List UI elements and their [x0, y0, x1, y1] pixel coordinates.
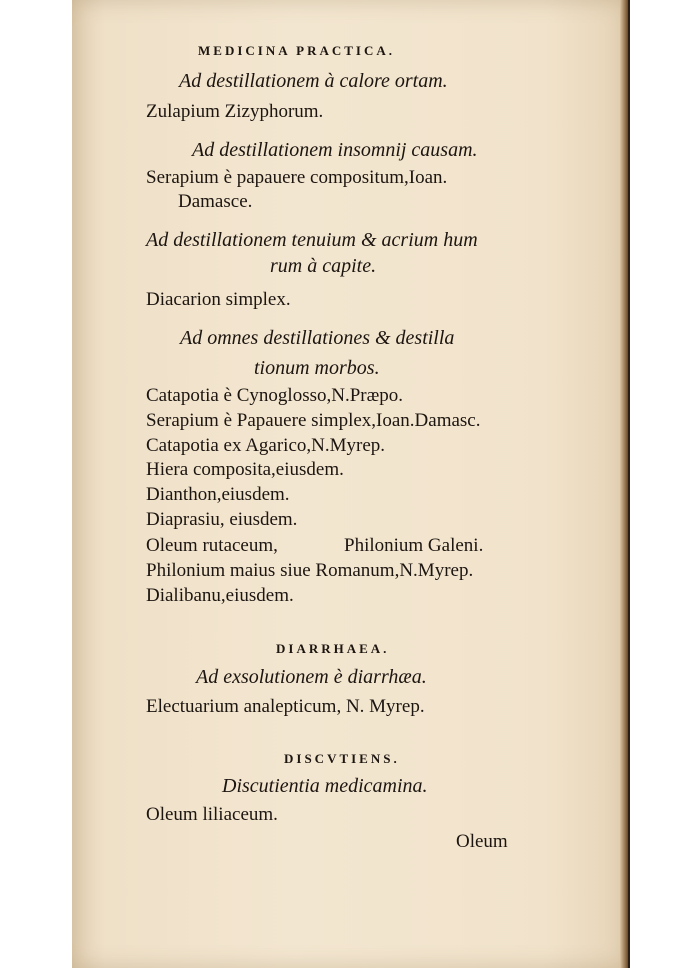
entry: Hiera composita,eiusdem.: [146, 459, 344, 480]
page-edge: [628, 0, 630, 968]
section-heading-diarrhaea: DIARRHAEA.: [276, 641, 390, 656]
entry: Serapium è Papauere simplex,Ioan.Damasc.: [146, 410, 481, 431]
entry: Electuarium analepticum, N. Myrep.: [146, 696, 425, 717]
subheading: Ad omnes destillationes & destilla: [180, 327, 455, 349]
catchword: Oleum: [456, 831, 508, 852]
entry: Oleum rutaceum,: [146, 535, 278, 556]
entry: Serapium è papauere compositum,Ioan.: [146, 167, 448, 188]
entry: Damasce.: [178, 191, 253, 212]
subheading: Ad exsolutionem è diarrhæa.: [196, 666, 427, 688]
subheading: rum à capite.: [270, 255, 377, 277]
subheading: Ad destillationem insomnij causam.: [192, 139, 478, 161]
section-heading-discutiens: DISCVTIENS.: [284, 751, 400, 766]
entry: Diaprasiu, eiusdem.: [146, 509, 298, 530]
entry: Philonium maius siue Romanum,N.Myrep.: [146, 560, 474, 581]
entry: Oleum liliaceum.: [146, 804, 278, 825]
entry: Catapotia è Cynoglosso,N.Præpo.: [146, 385, 404, 406]
subheading: Ad destillationem tenuium & acrium hum: [146, 229, 478, 251]
entry: Zulapium Zizyphorum.: [146, 101, 324, 122]
entry: Diacarion simplex.: [146, 289, 291, 310]
running-title: MEDICINA PRACTICA.: [198, 43, 396, 58]
subheading: tionum morbos.: [254, 357, 380, 379]
entry: Dianthon,eiusdem.: [146, 484, 290, 505]
subheading: Ad destillationem à calore ortam.: [179, 70, 448, 92]
subheading: Discutientia medicamina.: [222, 775, 428, 797]
entry: Philonium Galeni.: [344, 535, 484, 556]
entry: Dialibanu,eiusdem.: [146, 585, 294, 606]
entry: Catapotia ex Agarico,N.Myrep.: [146, 435, 386, 456]
